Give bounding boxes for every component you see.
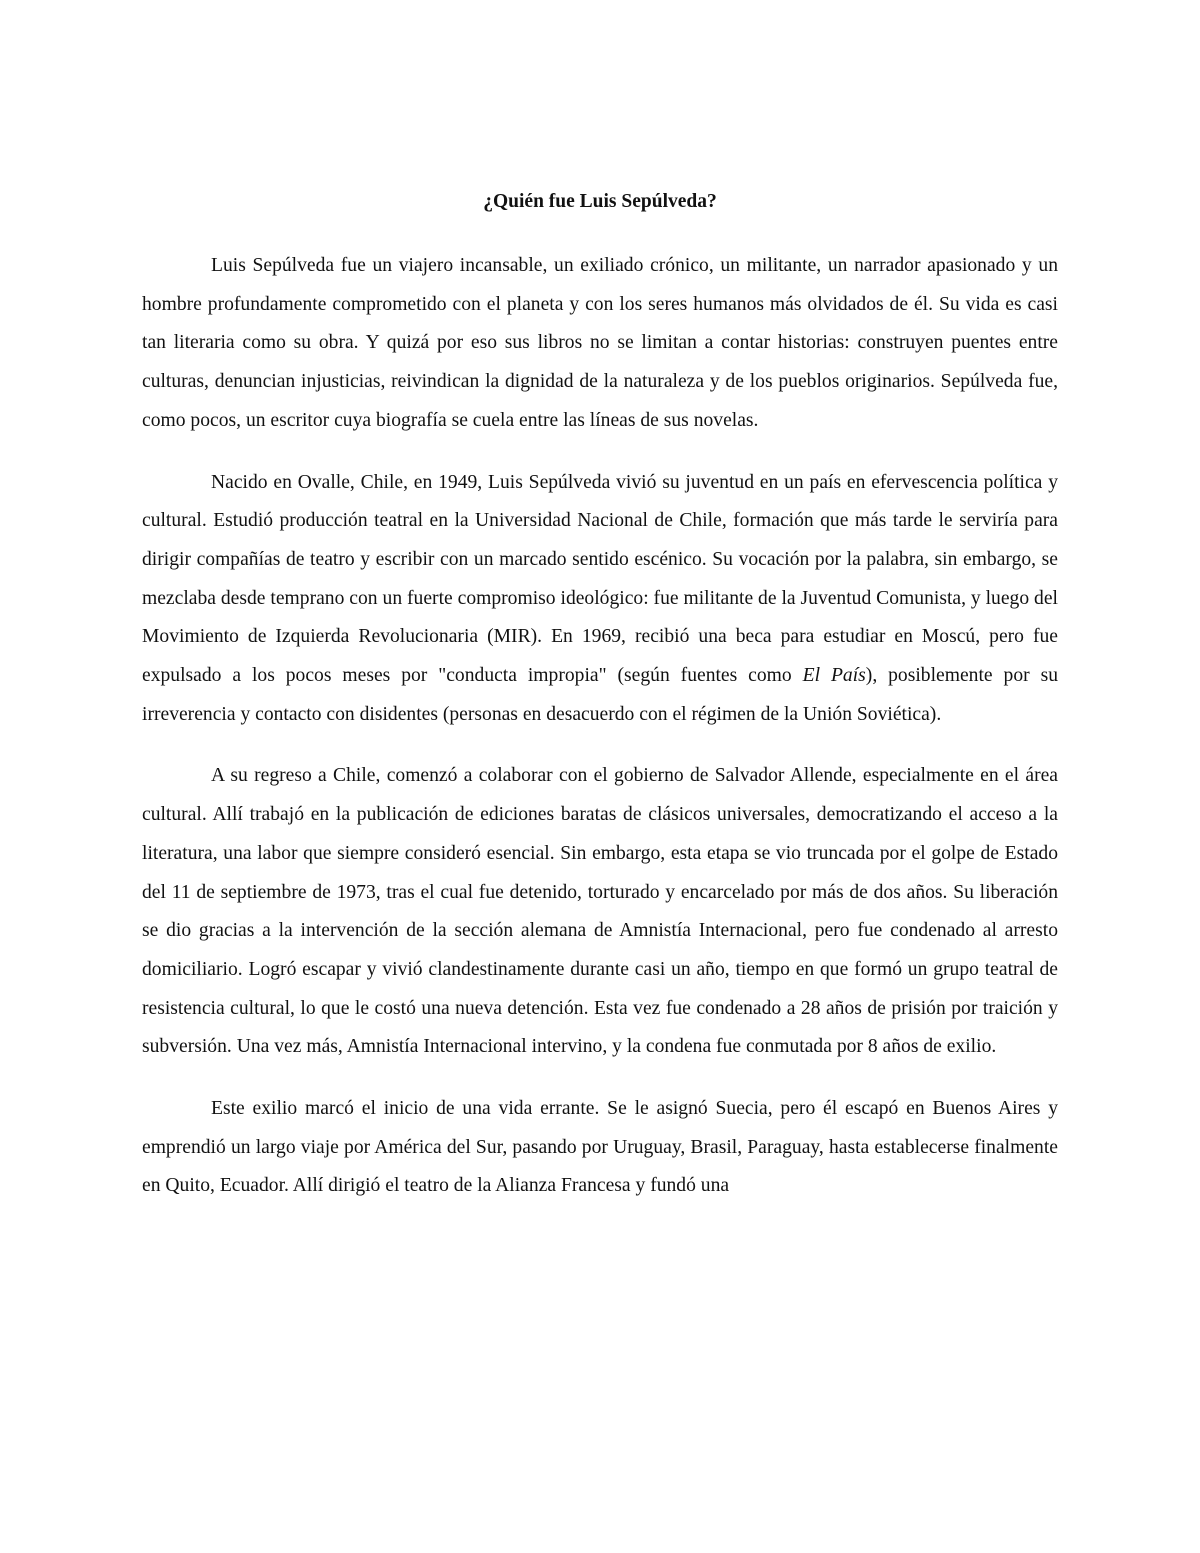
paragraph-4-text: Este exilio marcó el inicio de una vida errante. Se le asignó Suecia, pero él escapó en Buenos Aires y emprendió un largo viaje por América del Sur, pasando por Uruguay, Brasil, Paraguay, hasta establecerse finalmente en Quito, Ecuador. Allí dirigió el teatro de la Alianza Francesa y fundó una xyxy=(142,1098,1058,1197)
paragraph-1 xyxy=(142,247,1058,441)
document-title: ¿Quién fue Luis Sepúlveda? xyxy=(483,191,717,212)
paragraph-4 xyxy=(142,1090,1058,1206)
newspaper-title-el-pais: El País xyxy=(802,665,866,687)
paragraph-2 xyxy=(142,464,1058,735)
paragraph-2-text-part-2: ), posiblemente por su irreverencia y contacto con disidentes (personas en desacuerdo con el régimen de la Unión Soviética). xyxy=(142,665,1058,725)
paragraph-2-text-part-1: Nacido en Ovalle, Chile, en 1949, Luis Sepúlveda vivió su juventud en un país en efervescencia política y cultural. Estudió producción teatral en la Universidad Nacional de Chile, formación que más tarde le serviría para dirigir compañías de teatro y escribir con un marcado sentido escénico. Su vocación por la palabra, sin embargo, se mezclaba desde temprano con un fuerte compromiso ideológico: fue militante de la Juventud Comunista, y luego del Movimiento de Izquierda Revolucionaria (MIR). En 1969, recibió una beca para estudiar en Moscú, pero fue expulsado a los pocos meses por "conducta impropia" (según fuentes como xyxy=(142,471,1058,687)
paragraph-1-text: Luis Sepúlveda fue un viajero incansable, un exiliado crónico, un militante, un narrador apasionado y un hombre profundamente comprometido con el planeta y con los seres humanos más olvidados de él. Su vida es casi tan literaria como su obra. Y quizá por eso sus libros no se limitan a contar historias: construyen puentes entre culturas, denuncian injusticias, reivindican la dignidad de la naturaleza y de los pueblos originarios. Sepúlveda fue, como pocos, un escritor cuya biografía se cuela entre las líneas de sus novelas. xyxy=(142,255,1058,431)
document-body xyxy=(142,247,1058,1229)
paragraph-3-text: A su regreso a Chile, comenzó a colaborar con el gobierno de Salvador Allende, especialmente en el área cultural. Allí trabajó en la publicación de ediciones baratas de clásicos universales, democratizando el acceso a la literatura, una labor que siempre consideró esencial. Sin embargo, esta etapa se vio truncada por el golpe de Estado del 11 de septiembre de 1973, tras el cual fue detenido, torturado y encarcelado por más de dos años. Su liberación se dio gracias a la intervención de la sección alemana de Amnistía Internacional, pero fue condenado al arresto domiciliario. Logró escapar y vivió clandestinamente durante casi un año, tiempo en que formó un grupo teatral de resistencia cultural, lo que le costó una nueva detención. Esta vez fue condenado a 28 años de prisión por traición y subversión. Una vez más, Amnistía Internacional intervino, y la condena fue conmutada por 8 años de exilio. xyxy=(142,765,1058,1058)
paragraph-3 xyxy=(142,757,1058,1067)
